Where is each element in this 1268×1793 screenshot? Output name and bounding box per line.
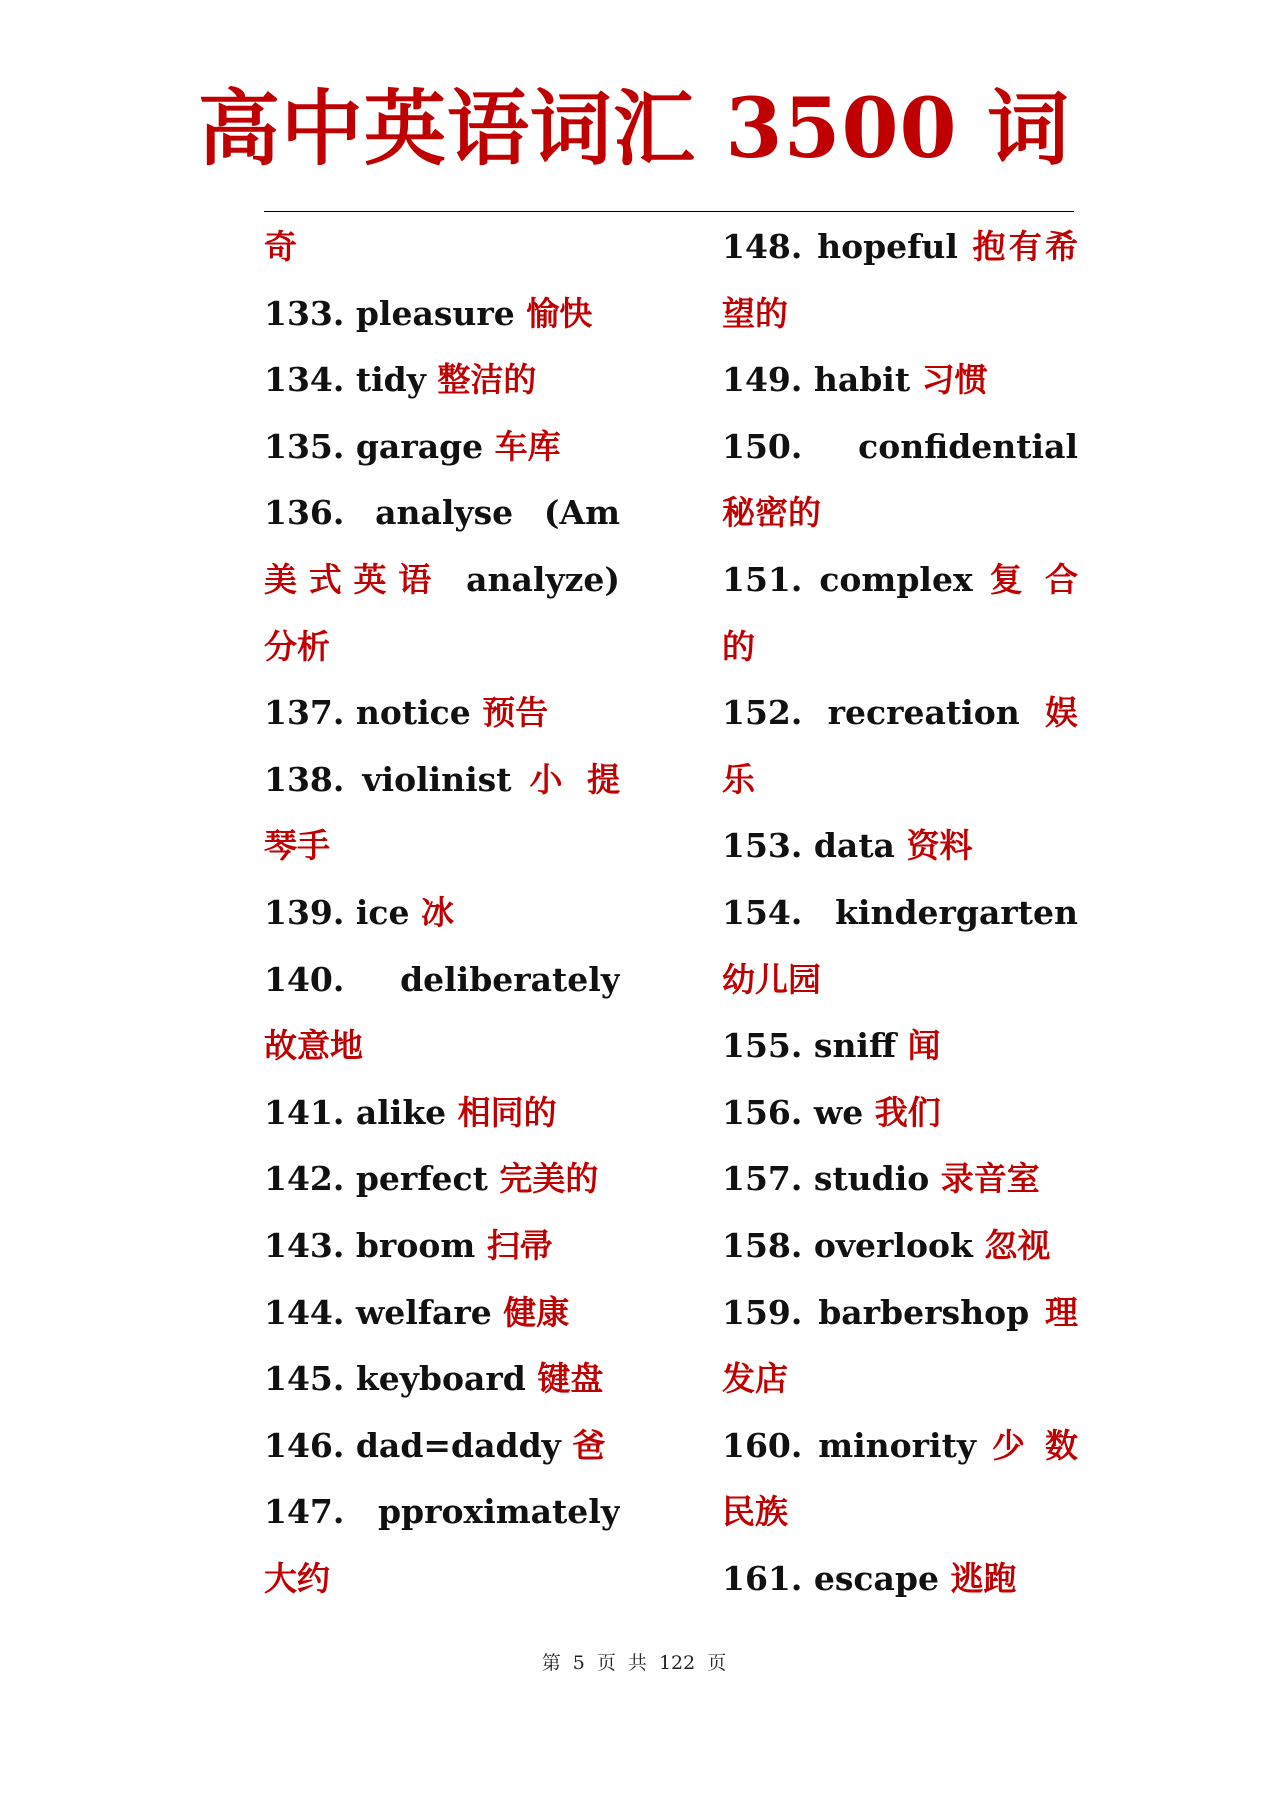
vocab-english: 133. pleasure (264, 293, 527, 333)
vocab-line (722, 680, 1078, 747)
vocab-line (722, 1280, 1078, 1347)
vocab-chinese: 闻 (907, 1026, 941, 1066)
vocab-chinese: 奇 (264, 227, 297, 266)
vocab-line (722, 1546, 1078, 1613)
vocab-chinese: 小 提 (529, 759, 620, 799)
vocab-line (264, 1146, 620, 1213)
vocab-english: 137. notice (264, 693, 483, 733)
vocab-chinese: 秘密的 (722, 493, 821, 533)
vocab-chinese: 发店 (722, 1359, 788, 1399)
vocab-line (722, 1013, 1078, 1080)
vocab-english: 136. analyse (Am (264, 493, 620, 533)
vocab-chinese: 复 合 (989, 559, 1078, 599)
vocab-line (264, 480, 620, 547)
vocab-english: 158. overlook (722, 1225, 985, 1265)
vocab-english: 151. complex (722, 559, 990, 599)
vocab-english: 144. welfare (264, 1292, 504, 1332)
vocab-chinese: 资料 (906, 826, 973, 866)
vocab-line (722, 947, 1078, 1014)
vocab-english: 138. violinist (264, 759, 530, 799)
vocab-chinese: 幼儿园 (722, 959, 821, 999)
vocab-line (264, 1280, 620, 1347)
vocab-line (722, 347, 1078, 414)
vocab-chinese: 相同的 (457, 1092, 557, 1132)
vocab-chinese: 爸 (572, 1425, 606, 1465)
vocab-line (264, 1013, 620, 1080)
vocab-line (264, 1346, 620, 1413)
vocab-chinese: 的 (722, 626, 755, 666)
vocab-english: 135. garage (264, 426, 495, 466)
vocab-line (722, 1213, 1078, 1280)
page-title: 高中英语词汇 3500 词 (197, 81, 1071, 177)
vocab-chinese: 忽视 (984, 1225, 1051, 1265)
title-divider (264, 211, 1074, 212)
vocab-line (722, 880, 1078, 947)
vocab-line (264, 547, 620, 614)
vocab-line (264, 1080, 620, 1147)
vocab-english: 157. studio (722, 1159, 941, 1199)
vocab-line (722, 214, 1078, 281)
vocab-line (264, 347, 620, 414)
vocab-chinese: 望的 (722, 293, 788, 333)
vocab-line (264, 1479, 620, 1546)
vocab-english: 148. hopeful (722, 227, 973, 266)
vocab-line (722, 1080, 1078, 1147)
vocab-english: 146. dad=daddy (264, 1425, 573, 1465)
vocab-line (722, 614, 1078, 681)
vocab-chinese: 理 (1045, 1292, 1078, 1332)
vocab-chinese: 录音室 (940, 1159, 1040, 1199)
vocab-line (264, 214, 620, 281)
vocab-chinese: 我们 (874, 1092, 941, 1132)
vocab-line (264, 1546, 620, 1613)
vocab-line (722, 1413, 1078, 1480)
right-column (722, 214, 1078, 1612)
vocab-chinese: 琴手 (264, 826, 330, 866)
vocab-line (722, 480, 1078, 547)
vocab-english: 155. sniff (722, 1026, 908, 1066)
vocab-chinese: 整洁的 (437, 360, 537, 400)
vocab-chinese: 车库 (494, 426, 561, 466)
vocab-english: 147. pproximately (264, 1492, 620, 1532)
vocab-line (264, 1413, 620, 1480)
vocab-english: 153. data (722, 826, 907, 866)
vocab-line (264, 414, 620, 481)
vocab-english: 134. tidy (264, 360, 438, 400)
vocab-line (722, 547, 1078, 614)
vocab-english: 149. habit (722, 360, 922, 400)
vocab-line (264, 880, 620, 947)
vocab-english: 161. escape (722, 1558, 951, 1598)
vocab-chinese: 美式英语 (264, 559, 443, 599)
vocab-line (722, 281, 1078, 348)
vocab-line (264, 680, 620, 747)
vocab-line (722, 414, 1078, 481)
vocab-line (264, 813, 620, 880)
vocab-english: 160. minority (722, 1425, 992, 1465)
vocab-chinese: 愉快 (526, 293, 593, 333)
vocab-chinese: 乐 (722, 759, 755, 799)
vocab-english: 152. recreation (722, 693, 1045, 733)
vocab-chinese: 冰 (420, 892, 454, 932)
vocab-chinese: 预告 (482, 693, 549, 733)
vocab-chinese: 分析 (264, 626, 330, 666)
vocab-chinese: 民族 (722, 1492, 788, 1532)
page-footer: 第 5 页 共 122 页 (541, 1652, 727, 1674)
left-column (264, 214, 620, 1612)
vocab-english: 145. keyboard (264, 1359, 538, 1399)
vocab-chinese: 键盘 (537, 1359, 604, 1399)
vocab-chinese: 故意地 (264, 1026, 363, 1066)
vocab-english: analyze) (442, 559, 620, 599)
vocab-line (264, 947, 620, 1014)
vocab-line (722, 1346, 1078, 1413)
vocab-line (264, 614, 620, 681)
vocab-line (722, 747, 1078, 814)
vocab-chinese: 扫帚 (486, 1225, 553, 1265)
vocab-chinese: 抱有希 (972, 227, 1078, 266)
vocab-chinese: 完美的 (499, 1159, 599, 1199)
vocab-chinese: 逃跑 (950, 1558, 1017, 1598)
vocab-line (264, 747, 620, 814)
vocab-line (722, 1479, 1078, 1546)
vocab-english: 142. perfect (264, 1159, 500, 1199)
vocab-line (722, 1146, 1078, 1213)
vocab-english: 140. deliberately (264, 959, 620, 999)
vocab-chinese: 习惯 (921, 360, 988, 400)
vocab-chinese: 娱 (1045, 693, 1078, 733)
vocab-line (264, 1213, 620, 1280)
vocab-english: 139. ice (264, 892, 421, 932)
vocab-chinese: 少 数 (991, 1425, 1078, 1465)
vocab-chinese: 大约 (264, 1558, 330, 1598)
vocab-english: 154. kindergarten (722, 892, 1078, 932)
vocab-english: 159. barbershop (722, 1292, 1045, 1332)
vocab-english: 143. broom (264, 1225, 487, 1265)
vocab-line (722, 813, 1078, 880)
vocab-line (264, 281, 620, 348)
vocab-english: 150. confidential (722, 426, 1078, 466)
vocab-english: 141. alike (264, 1092, 458, 1132)
vocab-chinese: 健康 (503, 1292, 570, 1332)
vocab-english: 156. we (722, 1092, 875, 1132)
